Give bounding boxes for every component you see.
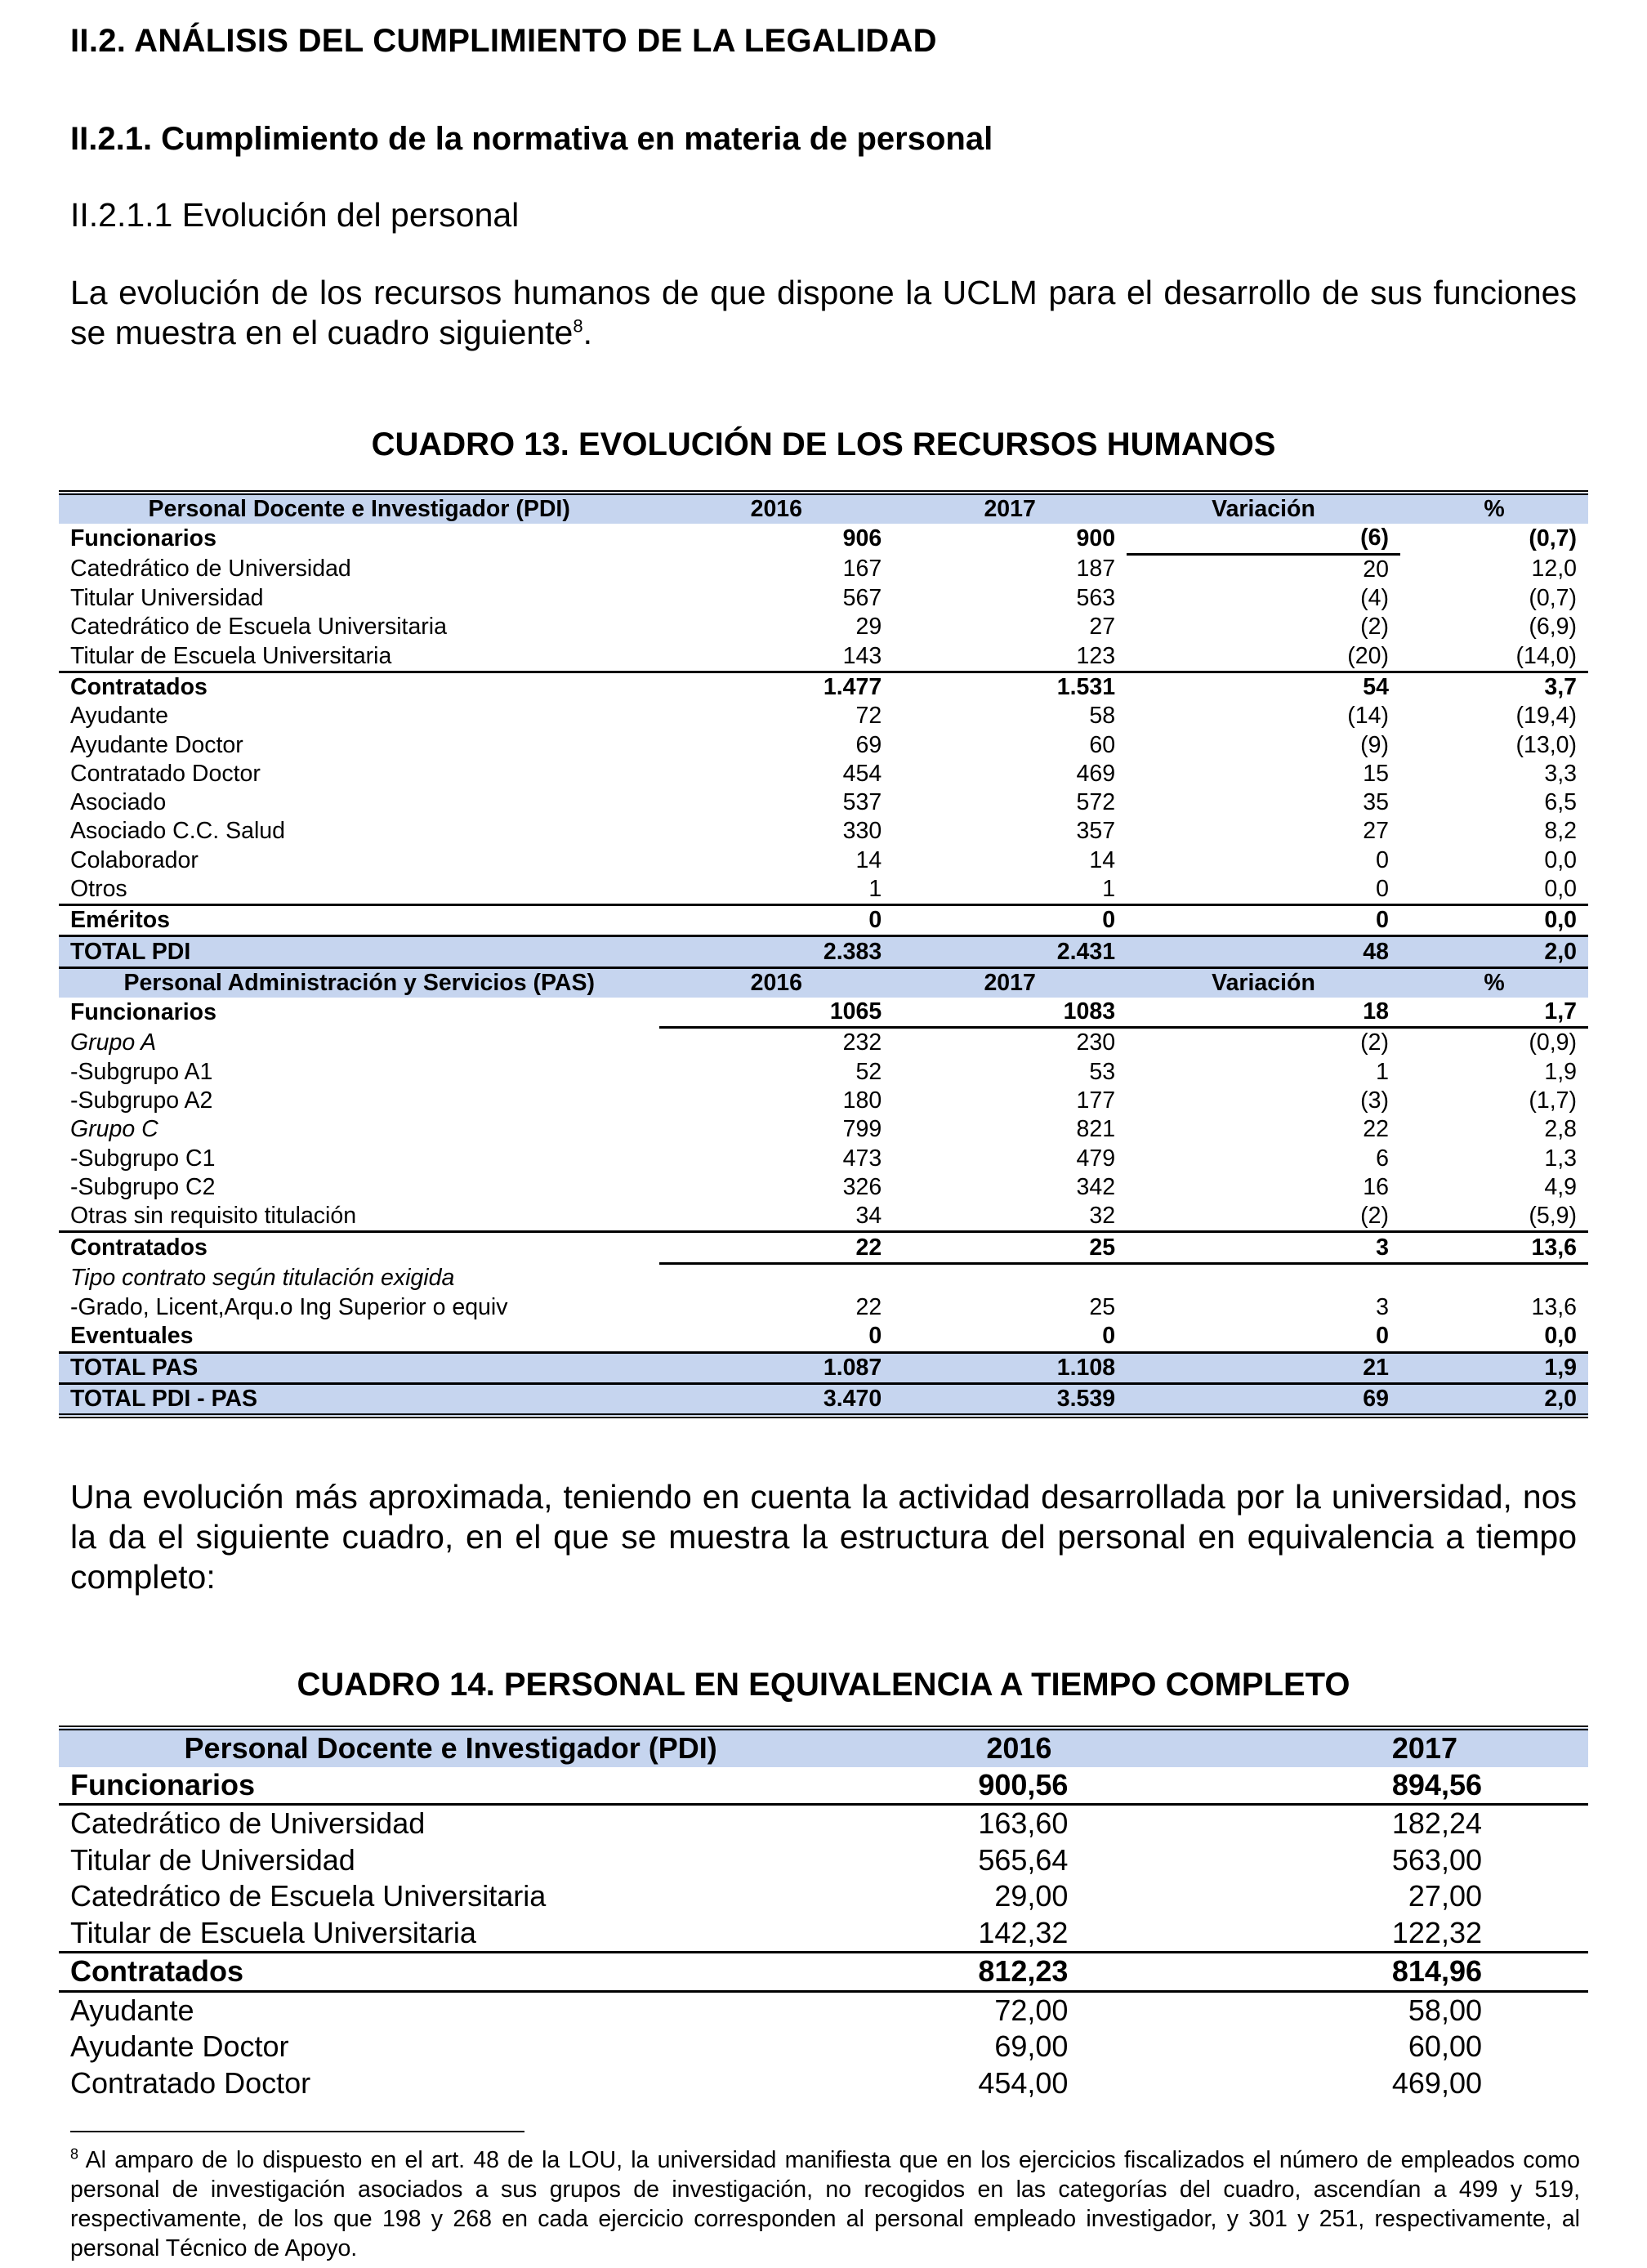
cell-value: 1 [1376, 1058, 1389, 1085]
cell-value: 53 [1089, 1058, 1116, 1085]
table-row [59, 2029, 1588, 2065]
cell-value: 230 [1076, 1029, 1116, 1056]
table-row [59, 846, 1588, 875]
table-row [59, 1145, 1588, 1173]
table-row [59, 1028, 1588, 1058]
table-14-caption: CUADRO 14. PERSONAL EN EQUIVALENCIA A TIEMPO COMPLETO [297, 1667, 1350, 1703]
cell-value: 15 [1363, 760, 1389, 787]
table-row [59, 1805, 1588, 1842]
intro-paragraph-text: La evolución de los recursos humanos de que dispone la UCLM para el desarrollo de sus funciones se muestra en el cuadro siguiente [70, 274, 1577, 351]
row-label: TOTAL PAS [59, 1352, 659, 1383]
cell-value: 2.383 [659, 936, 893, 967]
cell-value: Variación [1127, 967, 1400, 998]
cell-value: 814,96 [1391, 1954, 1482, 1989]
row-label: Titular de Escuela Universitaria [70, 642, 392, 669]
cell-value: 2,0 [1400, 936, 1588, 967]
table-row [59, 1767, 1588, 1805]
table-row [59, 1115, 1588, 1144]
cell-value: 454 [842, 760, 882, 787]
cell-value: 4,9 [1544, 1173, 1577, 1200]
cell-value: 1 [868, 876, 882, 902]
table-row [59, 1991, 1588, 2029]
footnote-mark: 8 [70, 2145, 79, 2163]
cell-value: 0 [1376, 1323, 1389, 1350]
cell-value: 563 [1076, 585, 1116, 612]
cell-value: 330 [842, 818, 882, 845]
cell-value: (2) [1360, 614, 1389, 641]
cell-value: 537 [842, 789, 882, 816]
row-label: Contratados [70, 1954, 244, 1989]
table-row [59, 1202, 1588, 1232]
cell-value: 906 [842, 525, 882, 552]
cell-value: 900 [1076, 525, 1116, 552]
cell-value: 357 [1076, 818, 1116, 845]
header-year: 2016 [842, 1728, 1141, 1767]
cell-value: 14 [855, 846, 882, 873]
cell-value: 3 [1376, 1294, 1389, 1321]
row-label: Personal Docente e Investigador (PDI) [59, 493, 659, 524]
table-row [59, 1173, 1588, 1202]
cell-value: (2) [1360, 1203, 1389, 1230]
cell-value: 27 [1089, 614, 1116, 641]
cell-value: 473 [842, 1145, 882, 1172]
table-row [59, 1842, 1588, 1879]
cell-value: 469 [1076, 760, 1116, 787]
header-label: Personal Docente e Investigador (PDI) [59, 1728, 842, 1767]
cell-value: (5,9) [1529, 1203, 1577, 1230]
cell-value: 0 [868, 907, 882, 934]
subsection-heading: II.2.1. Cumplimiento de la normativa en materia de personal [70, 121, 993, 157]
row-label: -Grado, Licent,Arqu.o Ing Superior o equiv [70, 1294, 508, 1321]
second-paragraph: Una evolución más aproximada, teniendo en cuenta la actividad desarrollada por la universidad, nos la da el siguiente cuadro, en el que se muestra la estructura del personal en equivalencia a tiempo completo: [70, 1478, 1577, 1596]
cell-value: 122,32 [1391, 1915, 1482, 1949]
row-label: Catedrático de Universidad [70, 1806, 426, 1841]
cell-value: 14 [1089, 846, 1116, 873]
row-label: Titular Universidad [70, 585, 264, 612]
cell-value: (14) [1347, 703, 1389, 730]
cell-value: 142,32 [978, 1915, 1069, 1949]
cell-value: (13,0) [1515, 731, 1577, 758]
table-row [59, 1322, 1588, 1352]
cell-value: (6) [1127, 524, 1400, 554]
cell-value: 13,6 [1531, 1294, 1577, 1321]
cell-value: % [1400, 493, 1588, 524]
cell-value: 123 [1076, 642, 1116, 669]
table-row [59, 1087, 1588, 1115]
cell-value: 60 [1089, 731, 1116, 758]
cell-value: 0,0 [1544, 846, 1577, 873]
row-label: Funcionarios [70, 1767, 256, 1801]
cell-value: 58,00 [1408, 1993, 1482, 2027]
row-label: Otros [70, 876, 127, 902]
row-label: -Subgrupo C2 [70, 1173, 216, 1200]
cell-value [659, 1263, 893, 1293]
cell-value: 1.531 [1056, 673, 1116, 700]
cell-value: 2016 [659, 967, 893, 998]
row-label: Titular de Escuela Universitaria [70, 1915, 476, 1949]
cell-value: 1.108 [893, 1352, 1127, 1383]
row-label: Colaborador [70, 846, 199, 873]
cell-value: 0,0 [1544, 876, 1577, 902]
cell-value [1127, 1263, 1400, 1293]
row-label: Ayudante [70, 703, 168, 730]
cell-value: 22 [659, 1232, 893, 1263]
cell-value: (9) [1360, 731, 1389, 758]
cell-value: 32 [1089, 1203, 1116, 1230]
row-label: -Subgrupo A1 [70, 1058, 213, 1085]
cell-value: 58 [1089, 703, 1116, 730]
cell-value: 177 [1076, 1087, 1116, 1114]
intro-paragraph-end: . [582, 314, 593, 351]
cell-value [893, 1263, 1127, 1293]
cell-value: 812,23 [978, 1954, 1069, 1989]
cell-value: 29 [855, 614, 882, 641]
row-label: Asociado C.C. Salud [70, 818, 285, 845]
cell-value: 342 [1076, 1173, 1116, 1200]
cell-value: 0 [1102, 1323, 1116, 1350]
cell-value: 69 [1127, 1383, 1400, 1416]
cell-value: (6,9) [1529, 614, 1577, 641]
cell-value: 3,7 [1544, 673, 1577, 700]
cell-value: 18 [1127, 998, 1400, 1028]
cell-value: 25 [893, 1232, 1127, 1263]
cell-value: 0,0 [1544, 1323, 1577, 1350]
table-row [59, 672, 1588, 702]
cell-value: 326 [842, 1173, 882, 1200]
cell-value: 469,00 [1391, 2065, 1482, 2100]
table-row [59, 730, 1588, 759]
cell-value: 1 [1102, 876, 1116, 902]
cell-value: 232 [842, 1029, 882, 1056]
cell-value: 69,00 [994, 2029, 1069, 2064]
cell-value: 13,6 [1400, 1232, 1588, 1263]
table-row [59, 788, 1588, 817]
cell-value: 0,0 [1544, 907, 1577, 934]
row-label: Ayudante [70, 1993, 194, 2027]
cell-value: 6 [1376, 1145, 1389, 1172]
row-label: Ayudante Doctor [70, 731, 243, 758]
table-row [59, 702, 1588, 730]
cell-value: 48 [1127, 936, 1400, 967]
row-label: Contratado Doctor [70, 760, 261, 787]
cell-value: 563,00 [1391, 1842, 1482, 1877]
cell-value: 0 [868, 1323, 882, 1350]
footnote-reference[interactable]: 8 [573, 315, 583, 337]
row-label: Tipo contrato según titulación exigida [70, 1265, 455, 1292]
row-label: Eventuales [70, 1323, 194, 1350]
cell-value: 25 [1089, 1294, 1116, 1321]
table-13 [59, 490, 1588, 1418]
cell-value: (4) [1360, 585, 1389, 612]
row-label: Catedrático de Escuela Universitaria [70, 614, 447, 641]
cell-value: (0,7) [1529, 525, 1577, 552]
cell-value: 3 [1127, 1232, 1400, 1263]
cell-value: (19,4) [1515, 703, 1577, 730]
cell-value: Variación [1127, 493, 1400, 524]
cell-value: 0 [1102, 907, 1116, 934]
cell-value: 479 [1076, 1145, 1116, 1172]
table-row [59, 554, 1588, 584]
cell-value: 2016 [659, 493, 893, 524]
cell-value: 27,00 [1408, 1879, 1482, 1913]
table-row [59, 905, 1588, 936]
cell-value: 1083 [893, 998, 1127, 1028]
cell-value: (3) [1360, 1087, 1389, 1114]
table-row [59, 760, 1588, 788]
footnote-text: Al amparo de lo dispuesto en el art. 48 de la LOU, la universidad manifiesta que en los ejercicios fiscalizados el número de empleados como personal de investigación asociados a sus grupos de investigación, no recogidos en las categorías del cuadro, ascendían a 499 y 519, respectivamente, de los que 198 y 268 en cada ejercicio corresponden al personal empleado investigador, y 301 y 251, respectivamente, al personal Técnico de Apoyo. [70, 2147, 1580, 2261]
table-14 [59, 1726, 1588, 2101]
row-label: Otras sin requisito titulación [70, 1203, 357, 1230]
cell-value: 0 [1376, 876, 1389, 902]
table-header-pas [59, 967, 1588, 998]
cell-value: 454,00 [978, 2065, 1069, 2100]
row-label: Asociado [70, 789, 167, 816]
cell-value: 1,9 [1544, 1058, 1577, 1085]
cell-value: 8,2 [1544, 818, 1577, 845]
cell-value: 565,64 [978, 1842, 1069, 1877]
cell-value: 21 [1127, 1352, 1400, 1383]
cell-value: 2,0 [1400, 1383, 1588, 1416]
cell-value: 1,3 [1544, 1145, 1577, 1172]
cell-value: 799 [842, 1116, 882, 1143]
cell-value: 54 [1363, 673, 1389, 700]
cell-value: 6,5 [1544, 789, 1577, 816]
cell-value: 2,8 [1544, 1116, 1577, 1143]
cell-value: 0 [1376, 846, 1389, 873]
cell-value: 22 [1363, 1116, 1389, 1143]
cell-value: (20) [1347, 642, 1389, 669]
row-label: Catedrático de Escuela Universitaria [70, 1879, 547, 1913]
table-row [59, 1263, 1588, 1293]
row-label: Eméritos [70, 907, 170, 934]
row-label: Grupo A [70, 1029, 157, 1056]
cell-value: 167 [842, 555, 882, 582]
table-row [59, 1232, 1588, 1263]
table-row [59, 1878, 1588, 1915]
row-label: Grupo C [70, 1116, 158, 1143]
section-heading: II.2. ANÁLISIS DEL CUMPLIMIENTO DE LA LEGALIDAD [70, 23, 937, 59]
table-row [59, 613, 1588, 641]
cell-value: 163,60 [978, 1806, 1069, 1841]
row-label: Contratado Doctor [70, 2065, 311, 2100]
table-row [59, 875, 1588, 905]
row-label: Contratados [70, 673, 208, 700]
row-label: Ayudante Doctor [70, 2029, 289, 2064]
cell-value: 1.087 [659, 1352, 893, 1383]
cell-value: 52 [855, 1058, 882, 1085]
cell-value: % [1400, 967, 1588, 998]
row-label: Funcionarios [70, 998, 216, 1025]
subsubsection-heading: II.2.1.1 Evolución del personal [70, 196, 520, 234]
total-pas-row [59, 1352, 1588, 1383]
cell-value: 821 [1076, 1116, 1116, 1143]
cell-value: 16 [1363, 1173, 1389, 1200]
row-label: Contratados [70, 1234, 208, 1261]
cell-value: (1,7) [1529, 1087, 1577, 1114]
intro-paragraph [70, 273, 1577, 353]
cell-value: 60,00 [1408, 2029, 1482, 2064]
cell-value: 2017 [893, 493, 1127, 524]
cell-value: 1.477 [823, 673, 882, 700]
cell-value: 12,0 [1531, 555, 1577, 582]
cell-value: 182,24 [1391, 1806, 1482, 1841]
cell-value: 29,00 [994, 1879, 1069, 1913]
row-label: -Subgrupo C1 [70, 1145, 216, 1172]
table-row [59, 1293, 1588, 1322]
table-row [59, 817, 1588, 846]
table-row [59, 2065, 1588, 2102]
cell-value: 894,56 [1391, 1767, 1482, 1801]
cell-value: 900,56 [978, 1767, 1069, 1801]
footnote-divider [70, 2131, 524, 2132]
table-row [59, 584, 1588, 613]
table-row [59, 998, 1588, 1028]
cell-value: (0,7) [1529, 585, 1577, 612]
cell-value: 180 [842, 1087, 882, 1114]
table-row [59, 1915, 1588, 1953]
cell-value: 72 [855, 703, 882, 730]
cell-value: 2017 [893, 967, 1127, 998]
table-row [59, 1953, 1588, 1992]
total-pdi-row [59, 936, 1588, 967]
header-year: 2017 [1141, 1728, 1588, 1767]
row-label: -Subgrupo A2 [70, 1087, 213, 1114]
row-label: TOTAL PDI - PAS [59, 1383, 659, 1416]
cell-value: 1065 [659, 998, 893, 1028]
cell-value: 187 [1076, 555, 1116, 582]
row-label: Titular de Universidad [70, 1842, 355, 1877]
table-row [59, 1058, 1588, 1087]
table-row [59, 641, 1588, 672]
row-label: Catedrático de Universidad [70, 555, 351, 582]
cell-value: 0 [1376, 907, 1389, 934]
cell-value: 69 [855, 731, 882, 758]
cell-value: 572 [1076, 789, 1116, 816]
cell-value: 1,9 [1400, 1352, 1588, 1383]
cell-value: 3.470 [659, 1383, 893, 1416]
footnote [70, 2145, 1580, 2263]
cell-value: 2.431 [893, 936, 1127, 967]
cell-value: 3.539 [893, 1383, 1127, 1416]
table-13-caption: CUADRO 13. EVOLUCIÓN DE LOS RECURSOS HUMANOS [371, 426, 1276, 462]
cell-value: (2) [1360, 1029, 1389, 1056]
row-label: Funcionarios [70, 525, 216, 552]
cell-value: 34 [855, 1203, 882, 1230]
cell-value: 567 [842, 585, 882, 612]
cell-value: 20 [1363, 556, 1389, 583]
table-14-header [59, 1728, 1588, 1767]
cell-value: 22 [855, 1294, 882, 1321]
total-pdi-pas-row [59, 1383, 1588, 1416]
cell-value [1400, 1263, 1588, 1293]
table-row [59, 524, 1588, 554]
cell-value: (0,9) [1529, 1029, 1577, 1056]
cell-value: 35 [1363, 789, 1389, 816]
cell-value: 27 [1363, 818, 1389, 845]
cell-value: 72,00 [994, 1993, 1069, 2027]
cell-value: 3,3 [1544, 760, 1577, 787]
table-header-pdi [59, 493, 1588, 524]
row-label: TOTAL PDI [59, 936, 659, 967]
cell-value: 1,7 [1400, 998, 1588, 1028]
row-label: Personal Administración y Servicios (PAS) [59, 967, 659, 998]
cell-value: (14,0) [1515, 642, 1577, 669]
cell-value: 143 [842, 642, 882, 669]
